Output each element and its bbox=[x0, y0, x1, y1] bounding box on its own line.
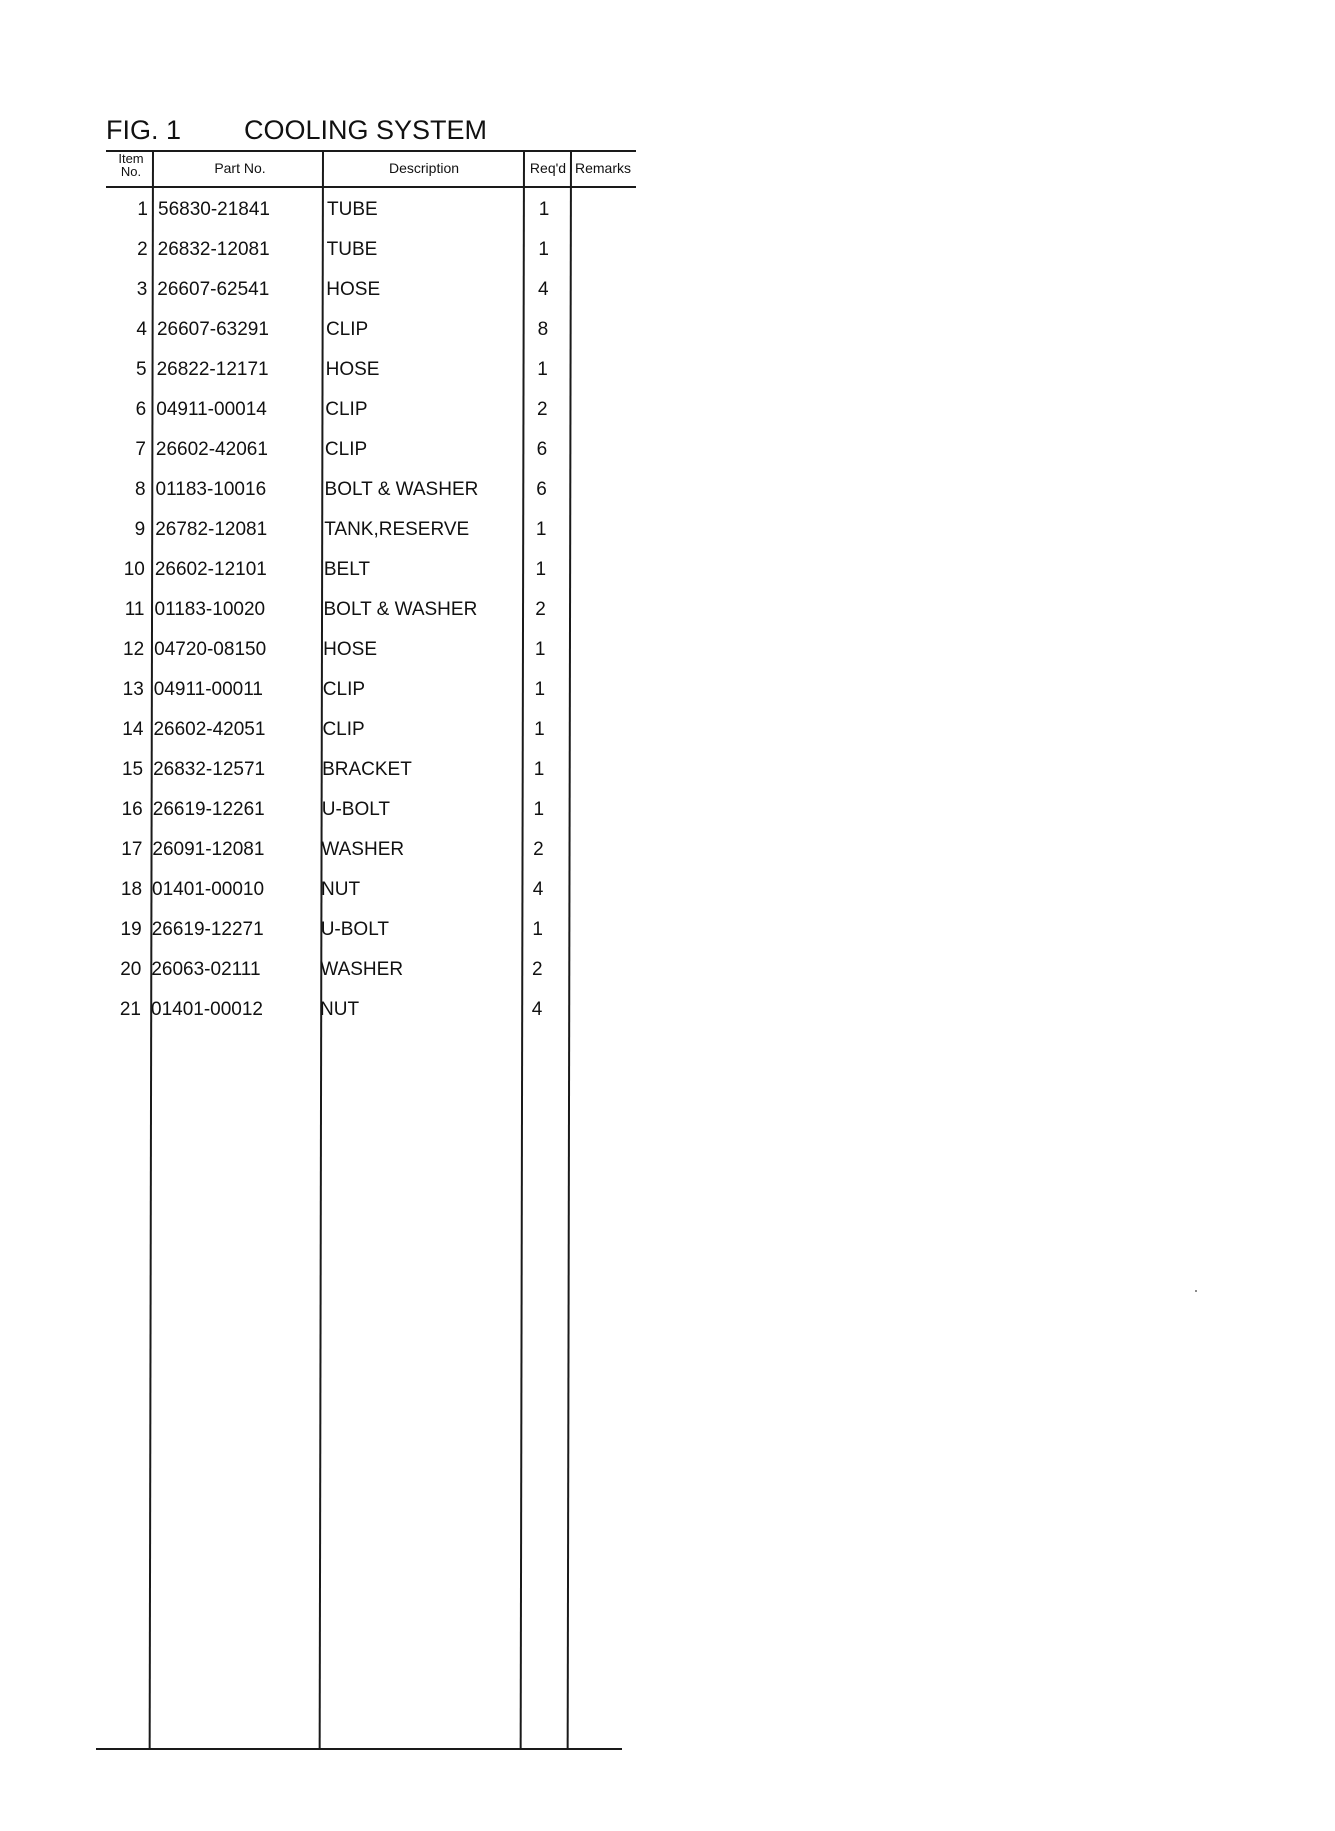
quantity-required-cell: 1 bbox=[538, 199, 550, 220]
part-number-cell: 26619-12261 bbox=[152, 799, 265, 820]
header-bottom-rule bbox=[106, 186, 636, 188]
quantity-required-cell: 2 bbox=[536, 399, 548, 420]
table-row bbox=[0, 190, 700, 230]
part-number-cell: 26782-12081 bbox=[155, 519, 268, 540]
table-row bbox=[0, 270, 699, 310]
description-cell: NUT bbox=[321, 879, 361, 900]
table-row bbox=[0, 350, 699, 390]
quantity-required-cell: 2 bbox=[533, 839, 544, 860]
description-cell: U-BOLT bbox=[320, 919, 389, 940]
description-cell: CLIP bbox=[324, 439, 368, 460]
part-number-cell: 26063-02111 bbox=[151, 959, 261, 980]
header-item-no-line2: No. bbox=[120, 164, 142, 179]
part-number-cell: 01183-10020 bbox=[154, 599, 266, 620]
header-item-no-line1: Item bbox=[118, 151, 144, 166]
quantity-required-cell: 2 bbox=[535, 599, 546, 620]
table-row bbox=[0, 990, 693, 1030]
quantity-required-cell: 1 bbox=[535, 559, 547, 580]
part-number-cell: 04720-08150 bbox=[154, 639, 267, 660]
item-number-cell: 15 bbox=[121, 759, 144, 780]
part-number-cell: 26602-42061 bbox=[155, 439, 268, 460]
parts-table-body bbox=[0, 190, 700, 1030]
header-reqd: Req'd bbox=[529, 160, 567, 176]
part-number-cell: 04911-00011 bbox=[153, 679, 263, 700]
part-number-cell: 26607-63291 bbox=[156, 319, 269, 340]
header-item-no bbox=[110, 152, 152, 178]
header-description: Description bbox=[388, 160, 460, 176]
table-row bbox=[0, 750, 695, 790]
table-row bbox=[0, 470, 698, 510]
table-row bbox=[0, 670, 696, 710]
description-cell: WASHER bbox=[320, 959, 404, 980]
item-number-cell: 11 bbox=[124, 599, 145, 620]
quantity-required-cell: 2 bbox=[532, 959, 543, 980]
item-number-cell: 6 bbox=[135, 399, 147, 420]
item-number-cell: 21 bbox=[119, 999, 141, 1020]
item-number-cell: 16 bbox=[121, 799, 143, 820]
table-row bbox=[0, 910, 694, 950]
figure-title: COOLING SYSTEM bbox=[244, 115, 488, 145]
quantity-required-cell: 1 bbox=[535, 519, 547, 540]
header-remarks: Remarks bbox=[574, 160, 631, 176]
description-cell: CLIP bbox=[325, 319, 369, 340]
part-number-cell: 26832-12571 bbox=[153, 759, 266, 780]
description-cell: U-BOLT bbox=[321, 799, 391, 820]
figure-label: FIG. 1 bbox=[106, 115, 182, 145]
table-row bbox=[0, 310, 699, 350]
item-number-cell: 2 bbox=[137, 239, 148, 260]
part-number-cell: 01183-10016 bbox=[155, 479, 267, 500]
item-number-cell: 3 bbox=[136, 279, 148, 300]
part-number-cell: 26602-42051 bbox=[153, 719, 266, 740]
quantity-required-cell: 4 bbox=[538, 279, 549, 300]
quantity-required-cell: 8 bbox=[537, 319, 549, 340]
quantity-required-cell: 1 bbox=[534, 719, 545, 740]
item-number-cell: 18 bbox=[120, 879, 143, 900]
part-number-cell: 04911-00014 bbox=[156, 399, 267, 420]
quantity-required-cell: 1 bbox=[534, 639, 546, 660]
table-row bbox=[0, 430, 698, 470]
quantity-required-cell: 1 bbox=[534, 679, 546, 700]
scan-speck bbox=[1195, 1290, 1197, 1292]
table-row bbox=[0, 830, 694, 870]
quantity-required-cell: 4 bbox=[532, 879, 544, 900]
description-cell: HOSE bbox=[326, 279, 381, 300]
description-cell: WASHER bbox=[321, 839, 405, 860]
header-part-no: Part No. bbox=[214, 160, 266, 176]
part-number-cell: 26602-12101 bbox=[154, 559, 267, 580]
table-top-rule bbox=[106, 150, 636, 152]
item-number-cell: 1 bbox=[137, 199, 148, 220]
table-row bbox=[0, 790, 695, 830]
quantity-required-cell: 6 bbox=[536, 479, 547, 500]
part-number-cell: 26832-12081 bbox=[157, 239, 270, 260]
description-cell: HOSE bbox=[325, 359, 380, 380]
quantity-required-cell: 1 bbox=[533, 799, 545, 820]
item-number-cell: 7 bbox=[135, 439, 146, 460]
item-number-cell: 10 bbox=[123, 559, 145, 580]
description-cell: BOLT & WASHER bbox=[324, 479, 479, 500]
table-row bbox=[0, 390, 698, 430]
description-cell: BRACKET bbox=[322, 759, 412, 780]
quantity-required-cell: 1 bbox=[532, 919, 543, 940]
item-number-cell: 13 bbox=[122, 679, 144, 700]
description-cell: TUBE bbox=[326, 239, 378, 260]
table-row bbox=[0, 510, 697, 550]
quantity-required-cell: 1 bbox=[537, 359, 548, 380]
quantity-required-cell: 1 bbox=[538, 239, 549, 260]
item-number-cell: 14 bbox=[122, 719, 144, 740]
description-cell: CLIP bbox=[322, 679, 366, 700]
part-number-cell: 01401-00010 bbox=[152, 879, 265, 900]
description-cell: NUT bbox=[320, 999, 360, 1020]
table-row bbox=[0, 710, 695, 750]
table-row bbox=[0, 950, 693, 990]
item-number-cell: 5 bbox=[136, 359, 147, 380]
description-cell: HOSE bbox=[323, 639, 378, 660]
item-number-cell: 20 bbox=[120, 959, 142, 980]
item-number-cell: 8 bbox=[134, 479, 146, 500]
item-number-cell: 12 bbox=[123, 639, 145, 660]
part-number-cell: 01401-00012 bbox=[151, 999, 263, 1020]
description-cell: BOLT & WASHER bbox=[323, 599, 478, 620]
table-row bbox=[0, 230, 700, 270]
item-number-cell: 4 bbox=[136, 319, 147, 340]
part-number-cell: 26619-12271 bbox=[151, 919, 264, 940]
table-row bbox=[0, 630, 696, 670]
description-cell: CLIP bbox=[325, 399, 368, 420]
description-cell: BELT bbox=[323, 559, 370, 580]
part-number-cell: 56830-21841 bbox=[158, 199, 270, 220]
description-cell: TANK,RESERVE bbox=[324, 519, 470, 540]
quantity-required-cell: 6 bbox=[536, 439, 548, 460]
table-row bbox=[0, 870, 694, 910]
part-number-cell: 26822-12171 bbox=[156, 359, 269, 380]
quantity-required-cell: 1 bbox=[533, 759, 545, 780]
quantity-required-cell: 4 bbox=[531, 999, 543, 1020]
description-cell: CLIP bbox=[322, 719, 365, 740]
part-number-cell: 26607-62541 bbox=[157, 279, 270, 300]
table-bottom-rule bbox=[96, 1748, 622, 1750]
part-number-cell: 26091-12081 bbox=[152, 839, 265, 860]
item-number-cell: 19 bbox=[120, 919, 142, 940]
item-number-cell: 9 bbox=[134, 519, 146, 540]
table-row bbox=[0, 590, 697, 630]
description-cell: TUBE bbox=[327, 199, 378, 220]
table-row bbox=[0, 550, 697, 590]
item-number-cell: 17 bbox=[121, 839, 143, 860]
